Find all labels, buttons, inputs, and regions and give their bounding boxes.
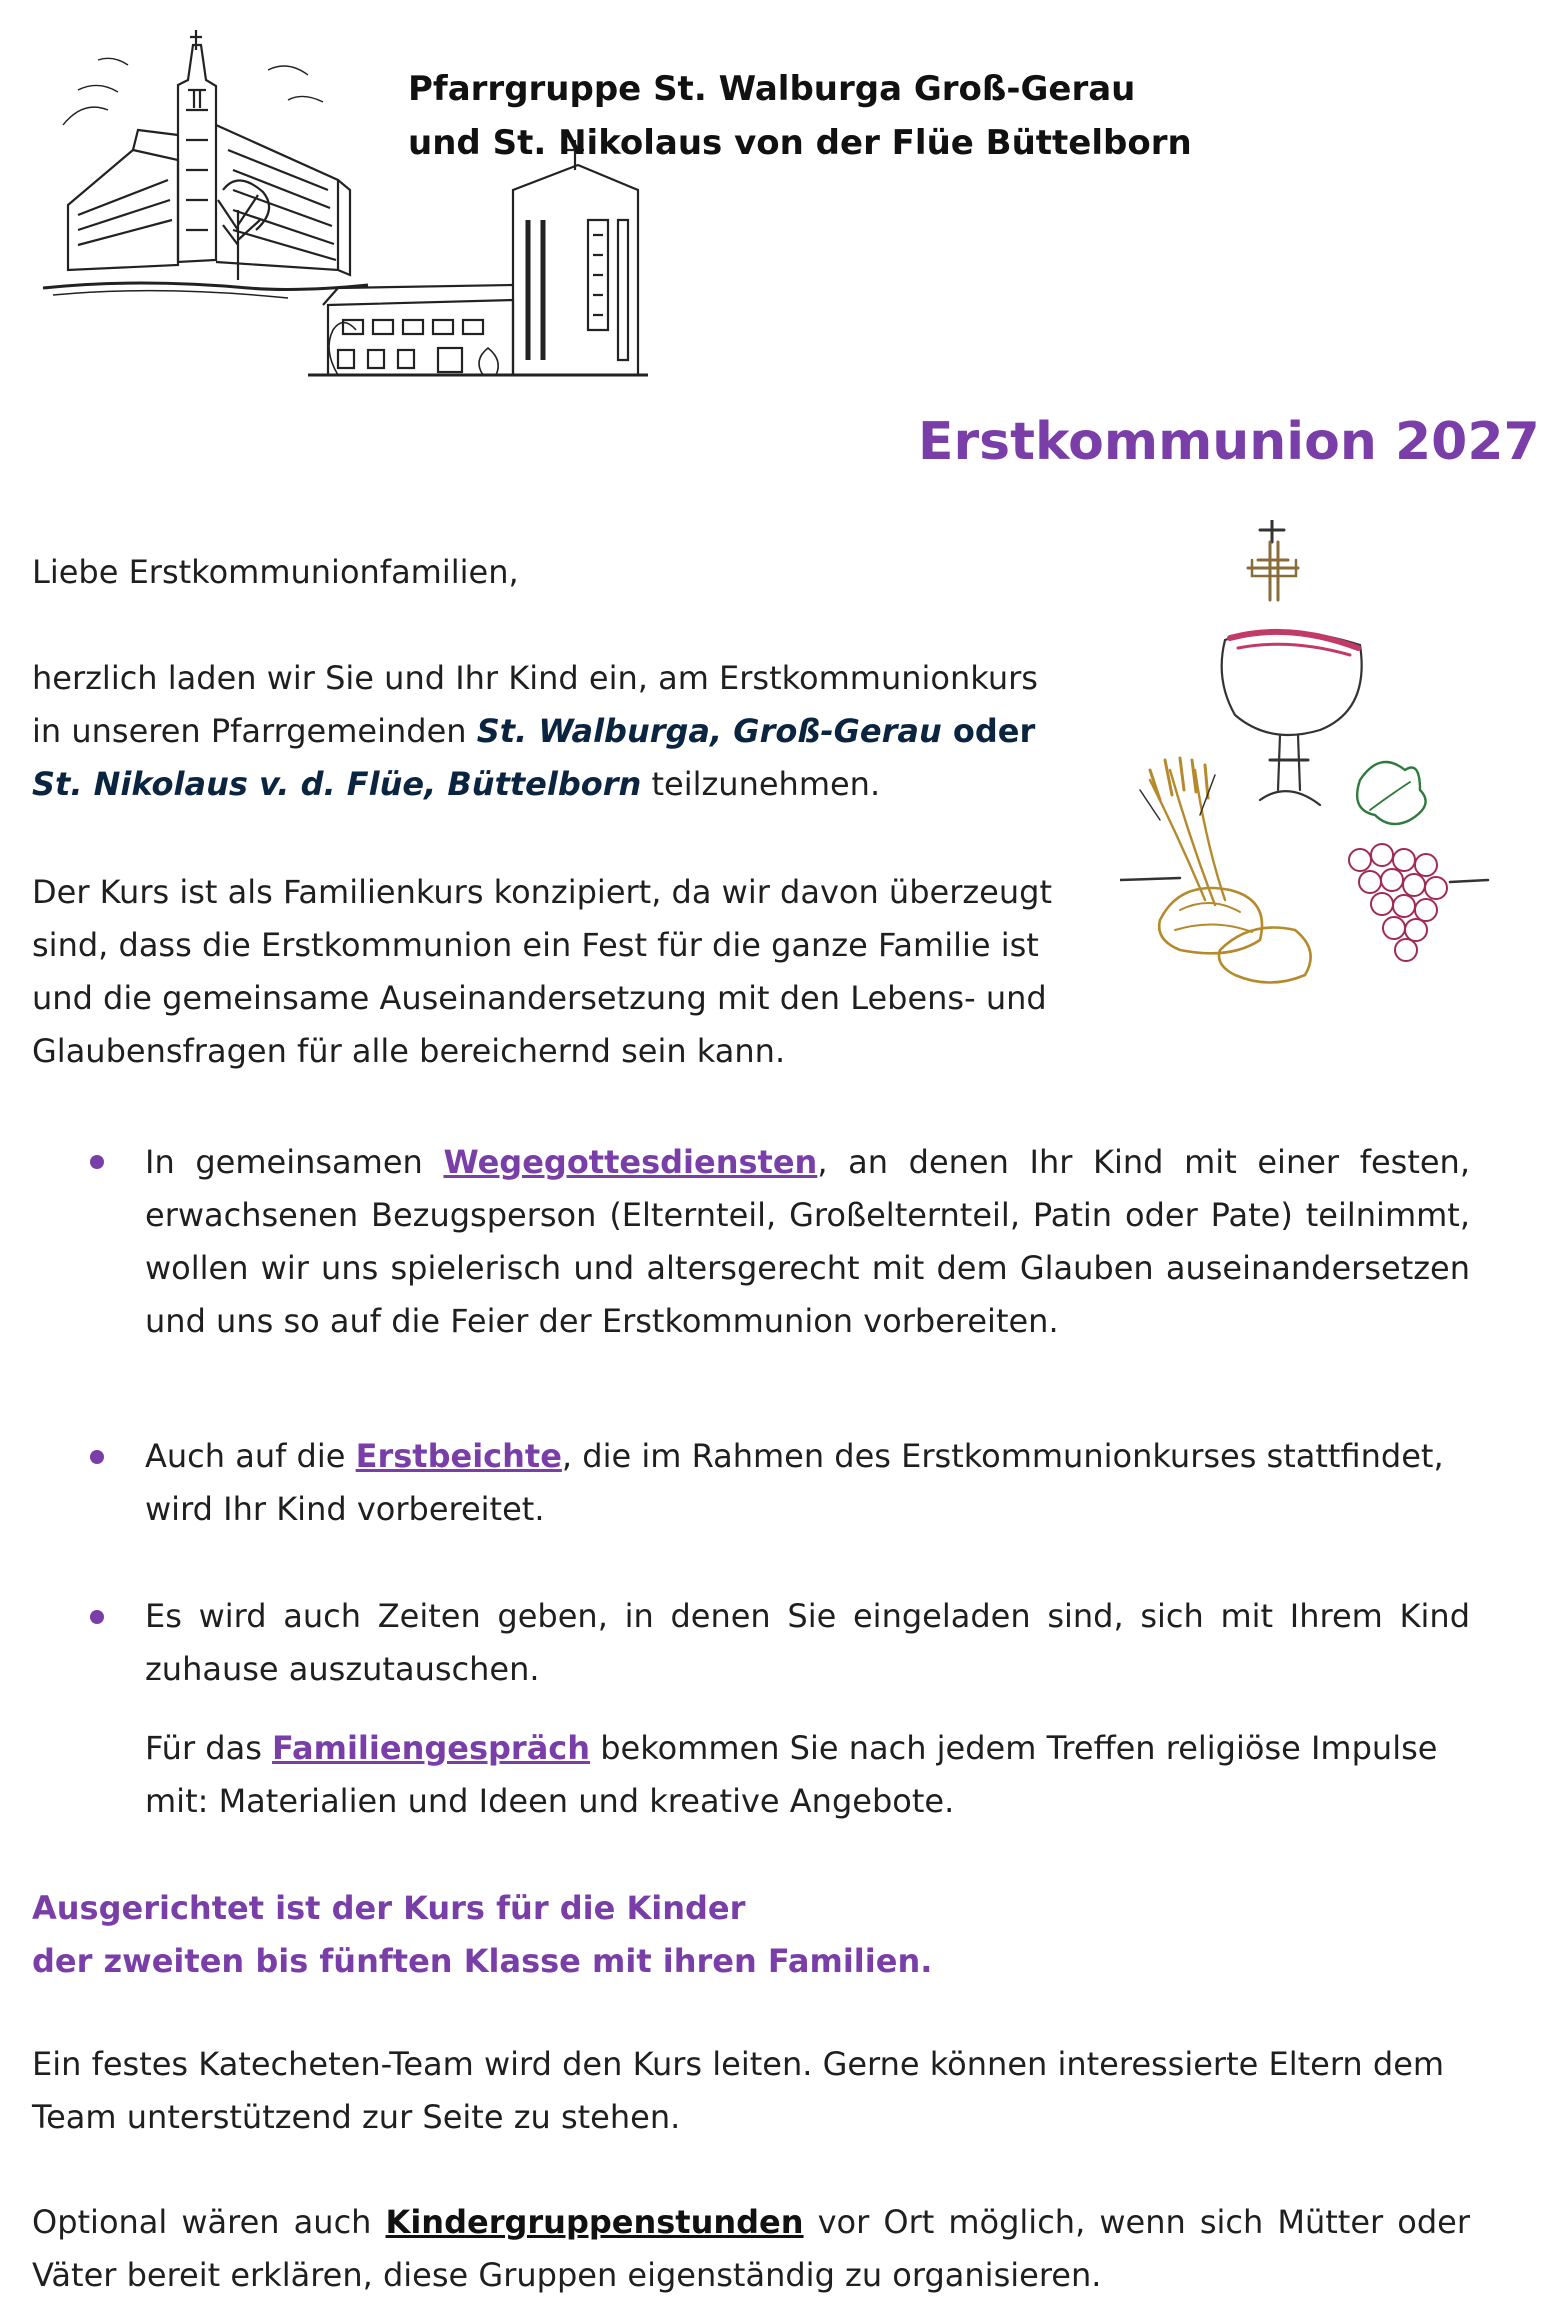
family-talk-text: bekommen Sie nach jedem Treffen religiöse Impulse mit: Materialien und Ideen und kreative Angebote. — [145, 1729, 1438, 1820]
bullet-marker — [90, 1450, 104, 1464]
familiengespraech-link[interactable]: Familiengespräch — [272, 1729, 591, 1767]
erstbeichte-link[interactable]: Erstbeichte — [355, 1437, 562, 1475]
parish-group-title — [408, 62, 1192, 170]
target-group-note — [32, 1882, 932, 1988]
page-title: Erstkommunion 2027 — [918, 412, 1540, 472]
bullet-marker — [90, 1155, 104, 1169]
family-talk-text: Für das — [145, 1729, 273, 1767]
family-talk-paragraph — [145, 1722, 1480, 1828]
team-paragraph: Ein festes Katecheten-Team wird den Kurs leiten. Gerne können interessierte Eltern dem Team unterstützend zur Seite zu stehen. — [32, 2045, 1445, 2136]
bullet-item-home-time: Es wird auch Zeiten geben, in denen Sie eingeladen sind, sich mit Ihrem Kind zuhause auszutauschen. — [145, 1597, 1470, 1688]
optional-text: Optional wären auch — [32, 2203, 386, 2241]
intro-text-1: herzlich laden wir Sie und Ihr Kind ein, am Erstkommunionkurs in unseren Pfarrgemeinden — [32, 659, 1038, 750]
intro-connector: oder — [941, 712, 1036, 750]
chalice-bread-grapes-illustration — [1120, 520, 1490, 1000]
bullet-item-erstbeichte — [145, 1430, 1480, 1536]
bullet-text: , an denen Ihr Kind mit einer festen, erwachsenen Bezugsperson (Elternteil, Großelternteil, Patin oder Pate) teilnimmt, wollen wir uns spielerisch und altersgerecht mit dem Glauben auseinandersetzen und uns so auf die Feier der Erstkommunion vorbereiten. — [145, 1143, 1471, 1340]
bullet-marker — [90, 1610, 104, 1624]
bullet-item-wegegottesdienste — [145, 1136, 1470, 1348]
target-group-line2: der zweiten bis fünften Klasse mit ihren Familien. — [32, 1942, 933, 1980]
target-group-line1: Ausgerichtet ist der Kurs für die Kinder — [32, 1889, 746, 1927]
header-title-line1: Pfarrgruppe St. Walburga Groß-Gerau — [408, 69, 1136, 109]
bullet-text: Auch auf die — [145, 1437, 356, 1475]
optional-text: vor Ort möglich, wenn sich Mütter oder Väter bereit erklären, diese Gruppen eigenständig zu organisieren. — [32, 2203, 1471, 2294]
parish-name-nikolaus: St. Nikolaus v. d. Flüe, Büttelborn — [32, 765, 642, 803]
kindergruppenstunden-link[interactable]: Kindergruppenstunden — [385, 2203, 804, 2241]
intro-paragraph — [32, 652, 1072, 811]
intro-text-2: teilzunehmen. — [641, 765, 881, 803]
header-title-line2: und St. Nikolaus von der Flüe Büttelborn — [408, 123, 1192, 163]
wegegottesdienste-link[interactable]: Wegegottesdiensten — [443, 1143, 818, 1181]
bullet-text: , die im Rahmen des Erstkommunionkurses stattfindet, wird Ihr Kind vorbereitet. — [145, 1437, 1444, 1528]
bullet-text: In gemeinsamen — [145, 1143, 444, 1181]
course-description: Der Kurs ist als Familienkurs konzipiert, da wir davon überzeugt sind, dass die Erstkommunion ein Fest für die ganze Familie ist und die gemeinsame Auseinandersetzung mit den Lebens- und Glaubensfragen für alle bereichernd sein kann. — [32, 873, 1052, 1070]
greeting: Liebe Erstkommunionfamilien, — [32, 553, 519, 591]
optional-paragraph — [32, 2196, 1470, 2302]
parish-name-walburga: St. Walburga, Groß-Gerau — [476, 712, 942, 750]
